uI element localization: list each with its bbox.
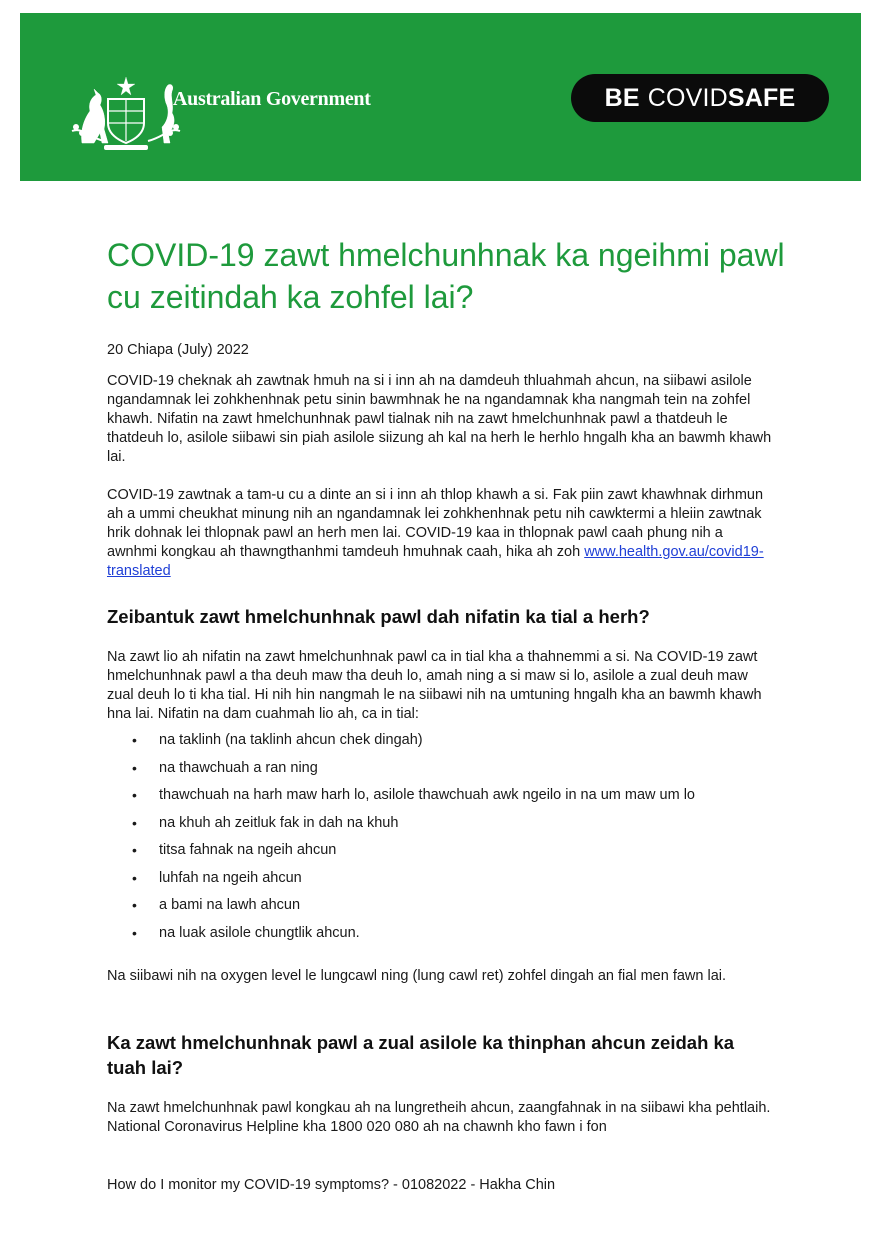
intro-paragraph: COVID-19 cheknak ah zawtnak hmuh na si i inn ah na damdeuh thluahmah ahcun, na siibawi asilole ngandamnak lei zohkhenhnak petu sinin bawmhnak he na ngandamnak kha nangmah tein na zohfel khawh. Nifatin na zawt hmelchunhnak pawl tialnak nih na zawt hmelchunhnak pawl a thatdeuh le thatdeuh lo, asilole siibawi sin piah asilole siizung ah kal na herh le herhlo hngalh kha an bawmh khawh lai.: [107, 373, 772, 465]
symptoms-intro-paragraph: Na zawt lio ah nifatin na zawt hmelchunhnak pawl ca in tial kha a thahnemmi a si. Na COVID-19 zawt hmelchunhnak pawl a tha deuh maw tha deuh lo, amah ning a si maw si lo, asilole a zual deuh maw zual deuh lo ti kha tial. Hi nih hin nangmah le na siibawi nih na umtuning hngalh kha an bawmh khawh hna lai. Nifatin na dam cuahmah lio ah, ca in tial:: [107, 649, 762, 722]
header-banner: [20, 13, 861, 181]
section-heading-symptoms: Zeibantuk zawt hmelchunhnak pawl dah nifatin ka tial a herh?: [107, 606, 650, 627]
list-item: • a bami na lawh ahcun: [132, 896, 695, 924]
translated-info-paragraph: [107, 486, 775, 581]
list-item: • na luak asilole chungtlik ahcun.: [132, 924, 695, 952]
list-item: • thawchuah na harh maw harh lo, asilole thawchuah awk ngeilo in na um maw um lo: [132, 786, 695, 814]
page-footer: How do I monitor my COVID-19 symptoms? - 01082022 - Hakha Chin: [107, 1177, 556, 1193]
list-item: • titsa fahnak na ngeih ahcun: [132, 841, 695, 869]
list-item: • na taklinh (na taklinh ahcun chek dingah): [132, 731, 695, 759]
helpline-paragraph: Na zawt hmelchunhnak pawl kongkau ah na lungretheih ahcun, zaangfahnak in na siibawi kha pehtlaih. National Coronavirus Helpline kha 1800 020 080 ah na chawnh kho fawn i fon: [107, 1100, 771, 1135]
symptom-list: [132, 731, 695, 951]
badge-be-text: BE: [604, 83, 640, 112]
be-covidsafe-badge: [571, 74, 829, 122]
section-heading-worse-symptoms: Ka zawt hmelchunhnak pawl a zual asilole ka thinphan ahcun zeidah ka tuah lai?: [107, 1032, 735, 1078]
page-title: COVID-19 zawt hmelchunhnak ka ngeihmi pawl cu zeitindah ka zohfel lai?: [107, 237, 785, 315]
list-item: • luhfah na ngeih ahcun: [132, 869, 695, 897]
australian-coat-of-arms-icon: [68, 71, 184, 151]
badge-covid-text: COVID: [647, 83, 728, 112]
list-item: • na khuh ah zeitluk fak in dah na khuh: [132, 814, 695, 842]
health-translated-link[interactable]: www.health.gov.au/covid19-translated: [107, 544, 764, 579]
government-name: Australian Government: [173, 88, 371, 110]
oxygen-paragraph: Na siibawi nih na oxygen level le lungcawl ning (lung cawl ret) zohfel dingah an fial men fawn lai.: [107, 968, 727, 984]
list-item: • na thawchuah a ran ning: [132, 759, 695, 787]
publication-date: 20 Chiapa (July) 2022: [107, 342, 249, 358]
badge-safe-text: SAFE: [727, 83, 796, 112]
translated-info-text: COVID-19 zawtnak a tam-u cu a dinte an si i inn ah thlop khawh a si. Fak piin zawt khawhnak dirhmun ah a ummi cheukhat minung nih an ngandamnak lei zohkhenhnak petu nih cawktermi a hleiin zawtnak hrik dohnak lei thlopnak pawl an herh men lai. COVID-19 kaa in thlopnak pawl caah phung nih a awnhmi kongkau ah thawngthanhmi tamdeuh hmuhnak caah, hika ah zoh: [107, 487, 764, 560]
